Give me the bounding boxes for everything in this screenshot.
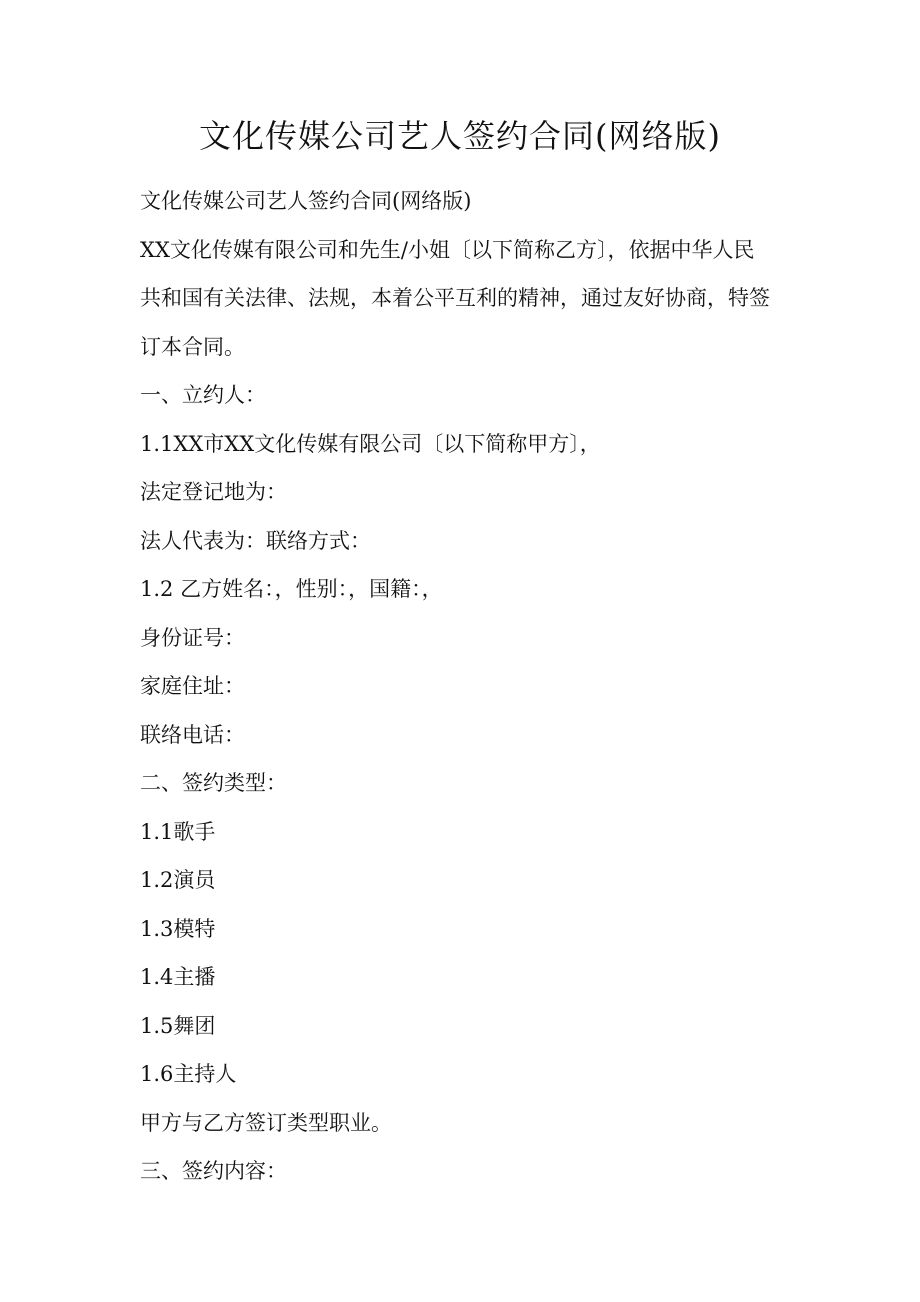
paragraph-line: 法人代表为：联络方式： (140, 528, 371, 553)
list-item: 1.5舞团 (140, 1013, 216, 1038)
paragraph-line: 联络电话： (140, 722, 245, 747)
paragraph-line: 1.2 乙方姓名：，性别：，国籍：， (140, 577, 443, 601)
paragraph-line: 甲方与乙方签订类型职业。 (140, 1110, 392, 1135)
paragraph-line: 家庭住址： (140, 674, 245, 698)
document-title: 文化传媒公司艺人签约合同(网络版) (199, 117, 721, 155)
section-heading: 三、签约内容： (140, 1159, 287, 1183)
list-item: 1.1歌手 (140, 819, 216, 844)
paragraph-line: 共和国有关法律、法规，本着公平互利的精神，通过友好协商，特签 (140, 286, 770, 310)
list-item: 1.6主持人 (140, 1062, 237, 1086)
paragraph-line: 法定登记地为： (140, 480, 287, 504)
list-item: 1.4主播 (140, 965, 216, 989)
paragraph-line: 身份证号： (140, 625, 245, 650)
section-heading: 一、立约人： (140, 383, 266, 407)
paragraph-line: 订本合同。 (140, 334, 245, 359)
list-item: 1.3模特 (140, 916, 216, 941)
section-heading: 二、签约类型： (140, 771, 287, 795)
list-item: 1.2演员 (140, 868, 216, 892)
document-body (140, 177, 790, 1196)
paragraph-line: 1.1XX市XX文化传媒有限公司〔以下简称甲方〕， (140, 431, 601, 456)
subtitle-line: 文化传媒公司艺人签约合同(网络版) (140, 189, 472, 213)
paragraph-line: XX文化传媒有限公司和先生/小姐〔以下简称乙方〕，依据中华人民 (140, 237, 755, 262)
